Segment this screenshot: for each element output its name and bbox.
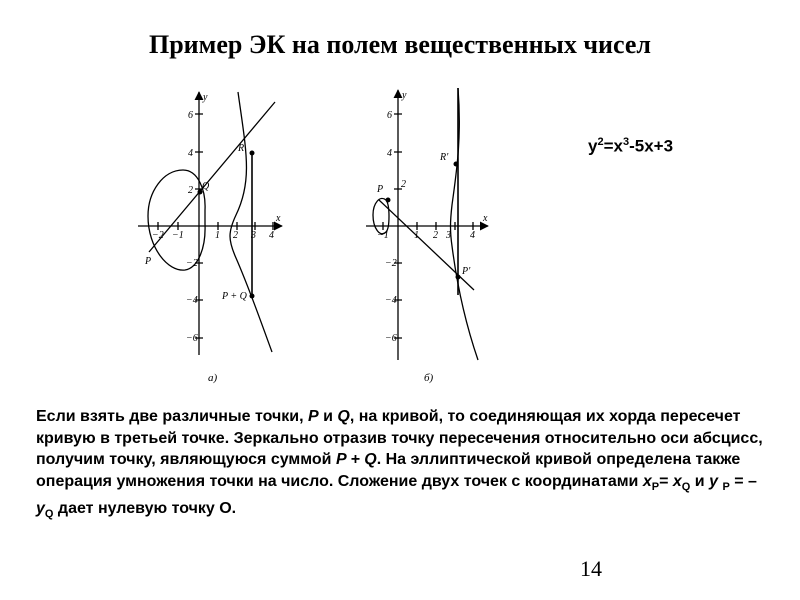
figure-a-y-tick: −6	[186, 333, 198, 344]
figure-a-point-label-p: P	[145, 256, 152, 267]
figure-b-point-p-prime	[456, 275, 461, 280]
figure-b-y-tick: 4	[387, 148, 392, 159]
figure-b-caption: б)	[424, 372, 434, 384]
curve-formula: $y^2=x^3-5x+3$	[588, 136, 674, 156]
figure-a-y-tick: −4	[186, 295, 198, 306]
figure-b-point-label-p: P	[377, 184, 384, 195]
figure-a-y-tick: 6	[188, 110, 193, 121]
figure-a-point-label-r: R	[238, 143, 245, 154]
figure-b-y-tick: 2	[401, 179, 406, 190]
figure-a-y-tick: 4	[188, 148, 193, 159]
figure-a-point-r	[250, 151, 255, 156]
figure-a-point-sum	[250, 294, 255, 299]
figure-b-x-tick: 4	[470, 230, 475, 241]
curves-figure	[120, 82, 520, 392]
figure-b-x-tick: 3	[446, 230, 451, 241]
figure-a-y-tick: 2	[188, 185, 193, 196]
figure-a-point-label-q: Q	[202, 181, 210, 192]
figure-a-x-tick: −2	[152, 230, 164, 241]
figure-b-y-tick: −6	[385, 333, 397, 344]
figure-b-y-tick: −4	[385, 295, 397, 306]
figure-b-x-axis-label: x	[483, 213, 488, 224]
figure-a-x-tick: 4	[269, 230, 274, 241]
figure-b-y-tick: 6	[387, 110, 392, 121]
figure-b-point-r	[454, 162, 459, 167]
figure-a	[138, 92, 282, 355]
figure-b-y-tick: −2	[385, 258, 397, 269]
figure-b	[366, 88, 488, 360]
figure-b-x-tick: −1	[377, 230, 389, 241]
figure-a-point-label-sum: P + Q	[222, 291, 247, 302]
figure-b-point-label-r: R'	[440, 152, 449, 163]
figure-b-point-p	[386, 198, 391, 203]
figure-a-caption: а)	[208, 372, 218, 384]
figure-b-point-label-p-prime: P'	[462, 266, 471, 277]
figure-a-x-tick: 1	[215, 230, 220, 241]
figure-b-points	[386, 162, 461, 280]
slide-title: Пример ЭК на полем вещественных чисел	[149, 30, 651, 59]
figure-b-curve-oval	[373, 198, 389, 233]
figure-a-labels	[144, 92, 281, 384]
figure-b-y-axis-label: y	[402, 90, 407, 101]
figure-b-x-tick: 2	[433, 230, 438, 241]
figure-b-x-tick: 1	[414, 230, 419, 241]
figure-a-y-tick: −2	[186, 258, 198, 269]
explanation-paragraph: Если взять две различные точки, P и Q, на кривой, то соединяющая их хорда пересечет кривую в третьей точке. Зеркально отразив точку пересечения относительно оси абсцисс, получим точку, являющуюся суммой P + Q. На эллиптической кривой определена также операция умножения точки на число. Сложение двух точек с координатами $x_P= x_Q$ и y $_P$ = – $y_Q$ дает нулевую точку О.	[36, 408, 763, 521]
figure-a-x-tick: 2	[233, 230, 238, 241]
figure-a-x-tick: −1	[172, 230, 184, 241]
figure-a-y-axis-label: y	[203, 92, 208, 103]
figure-a-chord	[149, 102, 275, 252]
page-number: 14	[580, 556, 602, 581]
figure-a-x-tick: 3	[251, 230, 256, 241]
figure-a-x-axis-label: x	[276, 213, 281, 224]
